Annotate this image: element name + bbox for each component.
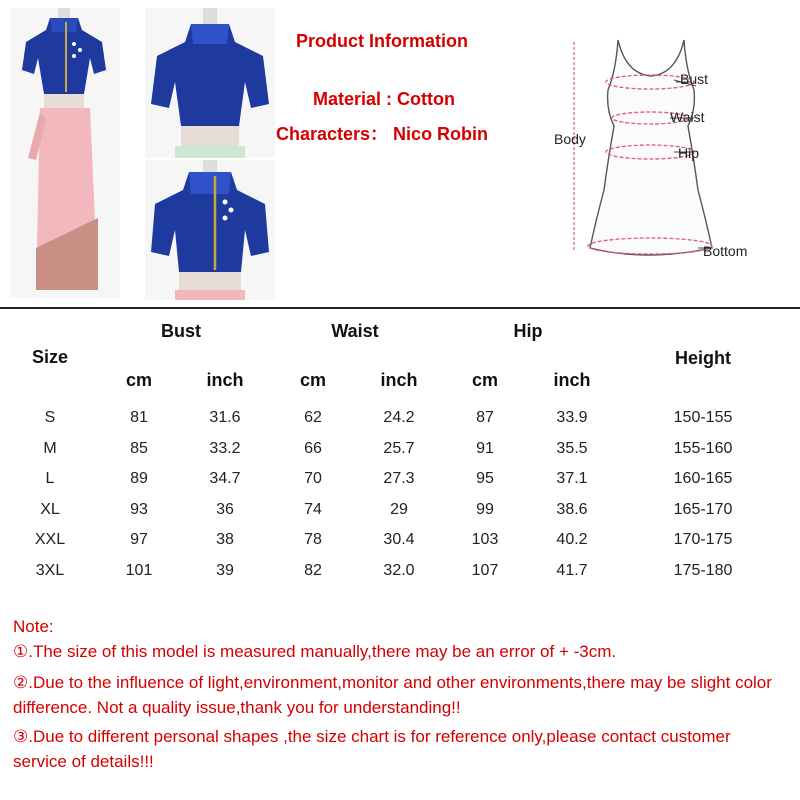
unit-hip-inch: inch xyxy=(553,370,591,390)
cell-bust-cm: 89 xyxy=(130,470,148,487)
cell-height: 175-180 xyxy=(673,561,733,579)
cell-hip-in: 37.1 xyxy=(556,470,588,487)
jacket-front-illustration xyxy=(145,160,275,300)
cell-height: 165-170 xyxy=(673,500,733,518)
cell-bust-in: 31.6 xyxy=(209,409,241,426)
cell-waist-in: 29 xyxy=(390,500,408,518)
label-waist: Waist xyxy=(670,109,705,125)
label-hip: Hip xyxy=(678,145,700,161)
cell-bust-in: 33.2 xyxy=(209,439,241,457)
product-photo-full-outfit xyxy=(10,8,120,298)
cell-bust-cm: 81 xyxy=(130,409,148,426)
cell-hip-cm: 95 xyxy=(476,470,494,487)
cell-hip-cm: 107 xyxy=(471,561,499,579)
unit-waist-cm: cm xyxy=(299,370,327,390)
note-item-1: ①.The size of this model is measured manually,there may be an error of + -3cm. xyxy=(13,642,617,661)
note-item-2: ②.Due to the influence of light,environment,monitor and other environments,there may be slight color difference. Not a quality issue,thank you for understanding!! xyxy=(13,673,772,717)
cell-waist-cm: 74 xyxy=(304,500,322,518)
cell-height: 160-165 xyxy=(673,470,733,487)
cell-hip-in: 40.2 xyxy=(556,531,588,548)
unit-hip-cm: cm xyxy=(471,370,499,390)
cell-hip-in: 41.7 xyxy=(556,561,588,579)
cell-hip-in: 38.6 xyxy=(556,500,588,518)
cell-waist-in: 25.7 xyxy=(383,439,415,457)
cell-hip-in: 33.9 xyxy=(556,409,588,426)
cell-waist-in: 30.4 xyxy=(383,531,415,548)
cell-height: 150-155 xyxy=(673,409,733,426)
cell-hip-cm: 87 xyxy=(476,409,494,426)
cell-height: 170-175 xyxy=(673,531,733,548)
label-body: Body xyxy=(554,131,586,147)
full-outfit-illustration xyxy=(10,8,120,298)
cell-size: L xyxy=(45,470,55,487)
header-hip: Hip xyxy=(513,321,543,341)
cell-bust-cm: 85 xyxy=(130,439,148,457)
cell-size: S xyxy=(44,409,56,426)
cell-hip-cm: 103 xyxy=(471,531,499,548)
cell-waist-cm: 70 xyxy=(304,470,322,487)
header-bust: Bust xyxy=(161,321,201,341)
header-height: Height xyxy=(675,348,731,368)
jacket-back-illustration xyxy=(145,8,275,158)
cell-bust-in: 34.7 xyxy=(209,470,241,487)
cell-hip-cm: 91 xyxy=(476,439,494,457)
cell-bust-cm: 93 xyxy=(130,500,148,518)
unit-bust-inch: inch xyxy=(206,370,244,390)
product-photo-jacket-back xyxy=(145,8,275,158)
cell-bust-cm: 97 xyxy=(130,531,148,548)
unit-waist-inch: inch xyxy=(380,370,418,390)
cell-waist-in: 27.3 xyxy=(383,470,415,487)
label-bottom: Bottom xyxy=(703,243,748,259)
characters-text: Characters： Nico Robin xyxy=(276,124,489,144)
cell-bust-in: 38 xyxy=(216,531,234,548)
header-waist: Waist xyxy=(331,321,379,341)
cell-size: XL xyxy=(40,500,60,518)
cell-size: XXL xyxy=(34,531,66,548)
measurement-diagram xyxy=(546,30,796,280)
cell-waist-in: 24.2 xyxy=(383,409,415,426)
section-divider xyxy=(0,307,800,309)
note-item-3: ③.Due to different personal shapes ,the size chart is for reference only,please contact customer service of details!!! xyxy=(13,727,731,771)
unit-bust-cm: cm xyxy=(125,370,153,390)
cell-hip-in: 35.5 xyxy=(556,439,588,457)
cell-waist-cm: 66 xyxy=(304,439,322,457)
header-size: Size xyxy=(31,347,69,367)
product-photo-jacket-front xyxy=(145,160,275,300)
label-bust: Bust xyxy=(680,71,709,87)
cell-waist-in: 32.0 xyxy=(383,561,415,579)
note-heading: Note: xyxy=(13,617,54,636)
cell-height: 155-160 xyxy=(673,439,733,457)
product-info-title: Product Information xyxy=(296,31,468,51)
cell-size: M xyxy=(43,439,57,457)
cell-bust-in: 39 xyxy=(216,561,234,579)
cell-waist-cm: 78 xyxy=(304,531,322,548)
cell-waist-cm: 62 xyxy=(304,409,322,426)
material-text: Material : Cotton xyxy=(313,89,455,109)
cell-waist-cm: 82 xyxy=(304,561,322,579)
cell-bust-in: 36 xyxy=(216,500,234,518)
cell-bust-cm: 101 xyxy=(125,561,153,579)
cell-hip-cm: 99 xyxy=(476,500,494,518)
cell-size: 3XL xyxy=(35,561,65,579)
